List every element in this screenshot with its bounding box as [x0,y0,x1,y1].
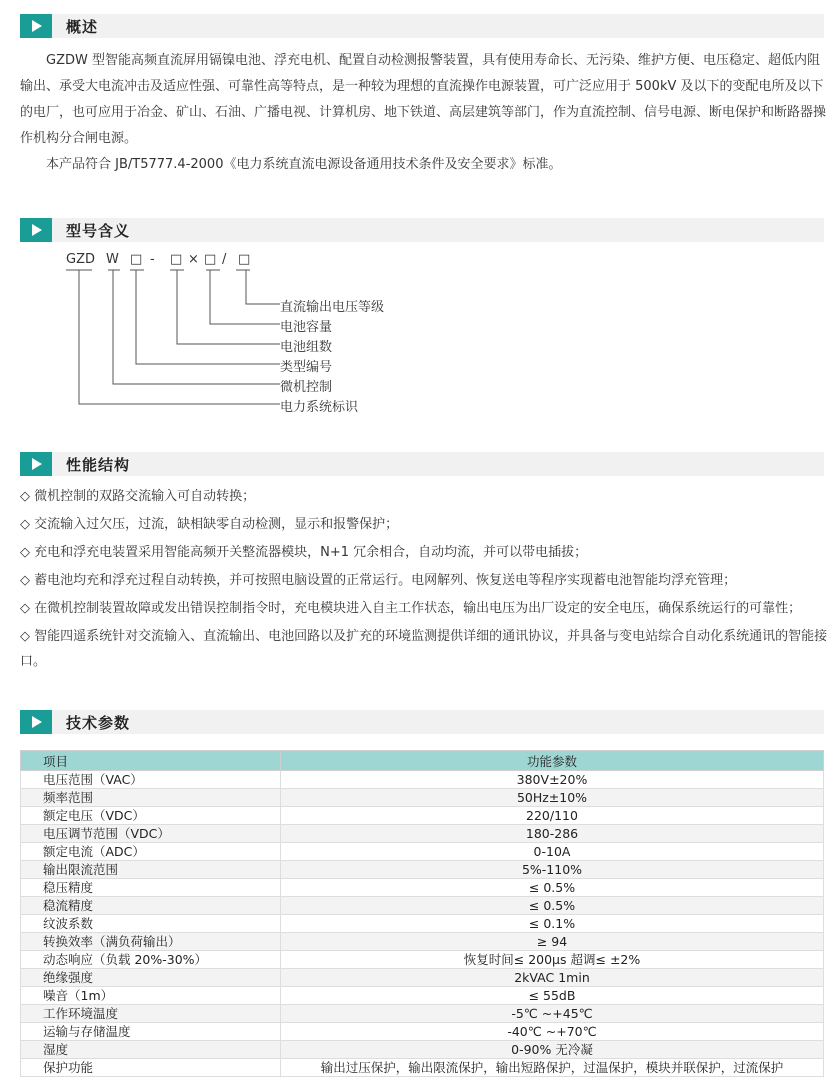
param-name: 动态响应（负载 20%-30%） [21,951,281,969]
param-value: ≤ 0.5% [281,879,824,897]
feature-item: ◇ 在微机控制装置故障或发出错误控制指令时，充电模块进入自主工作状态，输出电压为出厂设定的安全电压，确保系统运行的可靠性； [20,601,802,616]
param-value: -40℃ ~+70℃ [281,1023,824,1041]
param-name: 绝缘强度 [21,969,281,987]
param-value: 2kVAC 1min [281,969,824,987]
section-header-features [20,452,824,476]
param-name: 电压范围（VAC） [21,771,281,789]
param-name: 电压调节范围（VDC） [21,825,281,843]
table-row [21,969,824,987]
overview-paragraph: 本产品符合 JB/T5777.4-2000《电力系统直流电源设备通用技术条件及安全要求》标准。 [46,157,562,172]
param-value: 380V±20% [281,771,824,789]
param-value: 输出过压保护，输出限流保护，输出短路保护，过温保护，模块并联保护，过流保护 [281,1059,824,1077]
table-row [21,1023,824,1041]
param-name: 额定电流（ADC） [21,843,281,861]
params-table [20,750,824,1077]
params-table-body [21,771,824,1077]
feature-item: ◇ 微机控制的双路交流输入可自动转换； [20,489,256,504]
model-label: 电池组数 [280,340,333,355]
section-title-model: 型号含义 [66,221,131,240]
param-value: 220/110 [281,807,824,825]
model-code-diagram [60,248,460,418]
table-row [21,1059,824,1077]
param-name: 输出限流范围 [21,861,281,879]
section-header-model [20,218,824,242]
code-segment: - [150,252,155,267]
code-segment: / [222,252,227,267]
param-value: 0-90% 无冷凝 [281,1041,824,1059]
feature-list [20,484,828,677]
play-arrow-icon [20,218,52,242]
param-value: 0-10A [281,843,824,861]
table-row [21,897,824,915]
feature-item: ◇ 充电和浮充电装置采用智能高频开关整流器模块，N+1 冗余相合，自动均流，并可以带电插拔； [20,545,588,560]
param-value: ≤ 55dB [281,987,824,1005]
code-segment: □ [238,252,251,267]
column-header-value: 功能参数 [281,751,824,771]
feature-item: ◇ 交流输入过欠压，过流，缺相缺零自动检测，显示和报警保护； [20,517,399,532]
param-value: ≤ 0.5% [281,897,824,915]
table-row [21,1005,824,1023]
param-value: ≤ 0.1% [281,915,824,933]
model-label: 类型编号 [280,360,333,375]
play-arrow-icon [20,14,52,38]
param-name: 保护功能 [21,1059,281,1077]
table-row [21,1041,824,1059]
table-row [21,807,824,825]
table-header-row [21,751,824,771]
section-title-overview: 概述 [66,17,99,36]
table-row [21,951,824,969]
table-row [21,843,824,861]
param-value: 50Hz±10% [281,789,824,807]
param-name: 工作环境温度 [21,1005,281,1023]
code-segment: □ [130,252,143,267]
table-row [21,915,824,933]
section-header-overview [20,14,824,38]
section-header-params [20,710,824,734]
code-segment: GZD [66,252,95,267]
param-name: 噪音（1m） [21,987,281,1005]
section-title-features: 性能结构 [66,455,131,474]
param-name: 纹波系数 [21,915,281,933]
play-arrow-icon [20,452,52,476]
overview-paragraph: GZDW 型智能高频直流屏用镉镍电池、浮充电机、配置自动检测报警装置，具有使用寿命长、无污染、维护方便、电压稳定、超低内阻输出、承受大电流冲击及适应性强、可靠性高等特点，是一种较为理想的直流操作电源装置，可广泛应用于 500kV 及以下的变配电所及以下的电厂，也可应用于冶金、矿山、石油、广播电视、计算机房、地下铁道、高层建筑等部门，作为直流控制、信号电源、断电保护和断路器操作机构分合闸电源。 [20,53,827,146]
code-segment: W [106,252,119,267]
param-name: 运输与存储温度 [21,1023,281,1041]
param-value: -5℃ ~+45℃ [281,1005,824,1023]
play-arrow-icon [20,710,52,734]
param-name: 稳压精度 [21,879,281,897]
model-label: 直流输出电压等级 [280,300,385,315]
table-row [21,771,824,789]
table-row [21,825,824,843]
param-name: 稳流精度 [21,897,281,915]
table-row [21,861,824,879]
model-label: 微机控制 [280,380,333,395]
param-value: ≥ 94 [281,933,824,951]
model-code-connector-lines [60,248,460,418]
table-row [21,789,824,807]
section-title-params: 技术参数 [66,713,131,732]
param-value: 180-286 [281,825,824,843]
param-name: 频率范围 [21,789,281,807]
param-name: 湿度 [21,1041,281,1059]
feature-item: ◇ 蓄电池均充和浮充过程自动转换，并可按照电脑设置的正常运行。电网解列、恢复送电等程序实现蓄电池智能均浮充管理； [20,573,737,588]
feature-item: ◇ 智能四遥系统针对交流输入、直流输出、电池回路以及扩充的环境监测提供详细的通讯协议，并具备与变电站综合自动化系统通讯的智能接口。 [20,629,828,669]
param-name: 转换效率（满负荷输出） [21,933,281,951]
code-segment: × [188,252,199,267]
table-row [21,933,824,951]
code-segment: □ [170,252,183,267]
code-segment: □ [204,252,217,267]
table-row [21,987,824,1005]
model-label: 电池容量 [280,320,333,335]
param-name: 额定电压（VDC） [21,807,281,825]
param-value: 5%-110% [281,861,824,879]
model-label: 电力系统标识 [280,400,359,415]
column-header-item: 项目 [21,751,281,771]
param-value: 恢复时间≤ 200μs 超调≤ ±2% [281,951,824,969]
table-row [21,879,824,897]
overview-text [20,48,828,178]
